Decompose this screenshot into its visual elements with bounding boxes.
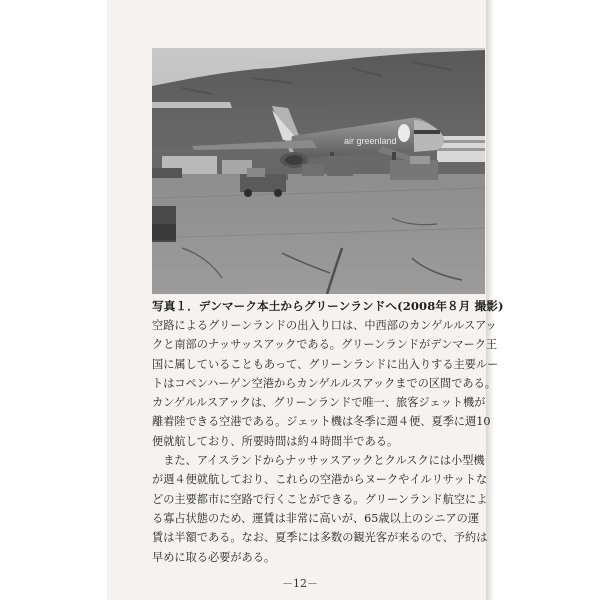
photo-caption: 写真１．デンマーク本土からグリーンランドへ(2008年８月 撮影) (152, 299, 504, 313)
airplane-on-tarmac-image (152, 48, 485, 294)
text-line: 国に属していることもあって、グリーンランドに出入りする主要ルー (152, 357, 499, 371)
paragraph (152, 451, 492, 567)
text-line: また、アイスランドからナッサッスアックとクルスクには小型機 (152, 454, 485, 468)
text-line: 空路によるグリーンランドの出入り口は、中西部のカンゲルルスアッ (152, 319, 497, 332)
paragraph (152, 316, 499, 451)
text-line: カンゲルルスアックは、グリーンランドで唯一、旅客ジェット機が (152, 396, 486, 410)
text-line: が週４便就航しており、これらの空港からヌークやイルリサットな (152, 473, 488, 487)
tail-logo-text: air greenland (344, 136, 397, 146)
text-line: トはコペンハーゲン空港からカンゲルルスアックまでの区間である。 (152, 376, 496, 390)
text-line: どの主要都市に空路で行くことができる。グリーンランド航空によ (152, 492, 488, 506)
text-line: 便就航しており、所要時間は約４時間半である。 (152, 434, 399, 448)
text-line: 離着陸できる空港である。ジェット機は冬季に週４便、夏季に週10 (152, 415, 491, 429)
text-line: 早めに取る必要がある。 (152, 550, 276, 564)
airport-photo (152, 48, 485, 294)
body-text (152, 316, 499, 567)
text-line: 賃は半額である。なお、夏季には多数の観光客が来るので、予約は (152, 531, 488, 545)
text-line: クと南部のナッサッスアックである。グリーンランドがデンマーク王 (152, 338, 498, 352)
page-number: －12－ (282, 577, 318, 590)
text-line: る寡占状態のため、運賃は非常に高いが、65歳以上のシニアの運 (152, 511, 480, 525)
